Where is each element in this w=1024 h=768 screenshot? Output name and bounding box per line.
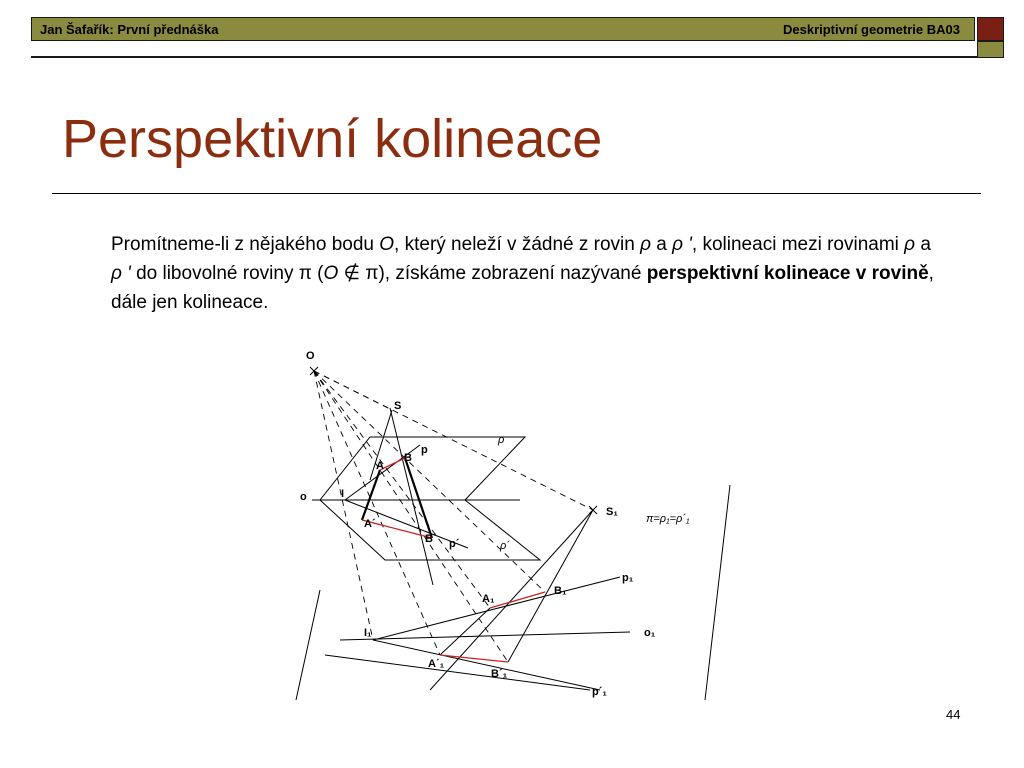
perspective-collineation-figure bbox=[280, 340, 760, 710]
text-segment: ∉ π), získáme zobrazení nazývané bbox=[338, 263, 647, 284]
plane-pi-right-edge bbox=[705, 485, 730, 700]
label-b-prime1: B´₁ bbox=[491, 668, 508, 680]
text-segment: , kolineaci mezi rovinami bbox=[691, 234, 905, 255]
label-rho-prime: ρ´ bbox=[500, 540, 510, 552]
label-o: O bbox=[306, 350, 315, 362]
page-title: Perspektivní kolineace bbox=[62, 109, 603, 169]
label-p-prime1: p´₁ bbox=[592, 686, 607, 698]
label-p: p bbox=[421, 444, 428, 456]
projection-ray bbox=[314, 371, 392, 410]
label-a-prime1: A´₁ bbox=[428, 658, 445, 670]
title-divider bbox=[52, 193, 981, 194]
plane-rho-prime: ρ ' bbox=[111, 263, 131, 284]
label-b-prime: B´ bbox=[425, 533, 437, 545]
label-a1: A₁ bbox=[482, 593, 495, 605]
label-o1: o₁ bbox=[644, 627, 656, 639]
label-b1: B₁ bbox=[554, 585, 567, 597]
plane-rho: ρ bbox=[904, 234, 916, 255]
segment-a1-b1-red bbox=[490, 592, 545, 608]
header-course: Deskriptivní geometrie BA03 bbox=[782, 22, 960, 37]
label-pi-equation: π=ρ₁=ρ´₁ bbox=[646, 513, 690, 525]
line-o1 bbox=[340, 632, 630, 640]
line-s1-b-prime1 bbox=[508, 510, 593, 662]
label-rho: ρ bbox=[498, 434, 505, 446]
segment-a-prime1-b-prime1-red bbox=[440, 655, 508, 662]
definition-paragraph bbox=[111, 230, 941, 317]
header-bar bbox=[31, 17, 975, 41]
corner-block-top bbox=[977, 17, 1004, 41]
plane-pi-left-edge bbox=[296, 590, 320, 700]
header-author: Jan Šafařík: První přednáška bbox=[40, 22, 219, 37]
label-o-line: o bbox=[300, 491, 307, 503]
label-s: S bbox=[394, 400, 402, 412]
line-p-prime1-extra bbox=[373, 640, 600, 690]
plane-rho: ρ bbox=[640, 234, 651, 255]
label-p1: p₁ bbox=[622, 572, 634, 584]
label-a-prime: A´ bbox=[364, 518, 376, 530]
label-p-prime: p´ bbox=[449, 538, 460, 550]
page-number: 44 bbox=[946, 707, 961, 722]
label-s1: S₁ bbox=[606, 506, 618, 518]
term-bold: perspektivní kolineace v rovině bbox=[646, 263, 929, 284]
label-i: I bbox=[341, 488, 345, 500]
point-o: O bbox=[323, 263, 339, 284]
projection-ray bbox=[314, 371, 440, 655]
line-s-down bbox=[390, 408, 433, 585]
point-s1-marker bbox=[589, 506, 597, 514]
point-o-marker bbox=[310, 367, 318, 375]
plane-rho-prime: ρ ' bbox=[672, 234, 692, 255]
text-segment: a bbox=[651, 234, 673, 255]
text-segment: Promítneme-li z nějakého bodu bbox=[111, 234, 380, 255]
label-a: A bbox=[376, 460, 384, 472]
text-segment: , dále jen kolineace. bbox=[111, 263, 934, 313]
label-b: B bbox=[404, 452, 412, 464]
text-segment: , který neleží v žádné z rovin bbox=[394, 234, 641, 255]
corner-block-bottom bbox=[977, 41, 1004, 58]
projection-ray bbox=[314, 371, 545, 592]
text-segment: a bbox=[915, 234, 931, 255]
label-i1: I₁ bbox=[364, 627, 372, 639]
point-o: O bbox=[379, 234, 395, 255]
text-segment: do libovolné roviny π ( bbox=[130, 263, 324, 284]
projection-ray bbox=[314, 371, 508, 662]
header-underline bbox=[31, 56, 977, 58]
